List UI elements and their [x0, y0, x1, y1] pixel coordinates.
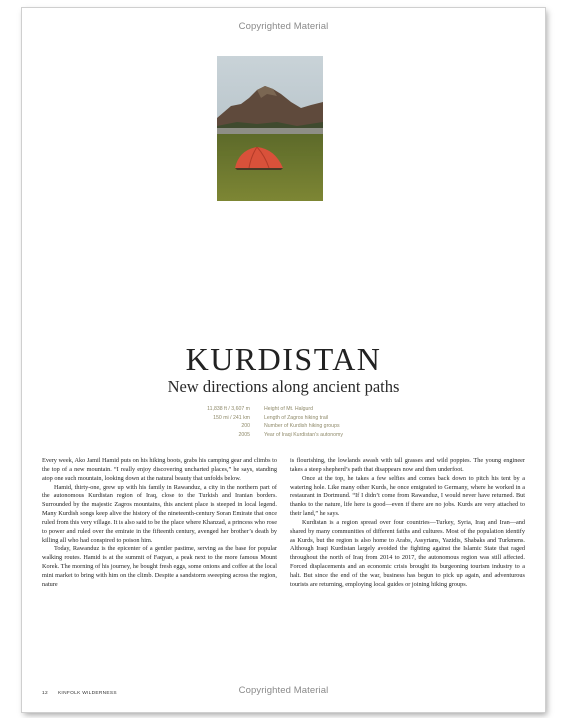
mountain-tent-photo — [217, 56, 323, 201]
body-paragraph: Today, Rawanduz is the epicenter of a gentler pastime, serving as the base for popular walking routes. Hamid is at the summit of Faqyan, a peak next to the more famous Mount Korek. The morning of his journey, he bought fresh eggs, some onions and coffee at the local mini market to bring with him on the climb. Despite a sandstorm sweeping across the region, nature — [42, 545, 277, 588]
stat-value: 2005 — [238, 431, 250, 438]
stat-value: 11,838 ft / 3,607 m — [207, 406, 250, 412]
stat-label: Number of Kurdish hiking groups — [264, 423, 340, 429]
body-paragraph: Every week, Ako Jamil Hamid puts on his hiking boots, grabs his camping gear and climbs to the top of a new mountain. “I really enjoy discovering uncharted places,” he says, standing atop one such mountain, looking down at the natural beauty that unfolds below. — [42, 457, 277, 482]
body-paragraph: Hamid, thirty-one, grew up with his family in Rawanduz, a city in the northern part of the autonomous Kurdistan region of Iraq, close to the Turkish and Iranian borders. Surrounded by the majestic Zagros mountains, this ancient place is steeped in local legend. Many Kurdish songs keep alive the history of the nineteenth-century Soran Emirate that once ruled from this very village. It is also said to be the place where Khanzad, a princess who rose to power and ruled over the emirate in the fifteenth century, avenged her brother’s death by killing all who had conspired to poison him. — [42, 483, 277, 544]
stat-label: Length of Zagros hiking trail — [264, 414, 329, 421]
body-paragraph: Once at the top, he takes a few selfies and comes back down to pitch his tent by a watering hole. Like many other Kurds, he once emigrated to Germany, where he worked in a restaurant in Dortmund. “If I didn’t come from Rawanduz, I would never have returned. But thanks to the nature, life here is good—even if there are no jobs. Kurds are very attached to their land,” he says. — [290, 474, 525, 518]
watermark-top: Copyrighted Material — [238, 21, 329, 32]
book-page — [22, 8, 545, 712]
stat-value: 200 — [241, 423, 250, 429]
stat-label: Year of Iraqi Kurdistan's autonomy — [264, 431, 343, 438]
body-paragraph: Kurdistan is a region spread over four countries—Turkey, Syria, Iraq and Iran—and shared by many communities of different faiths and cultures. Most of the population identify as Kurds, but the region is also home to Arabs, Assyrians, Yazidis, Shabaks and Turkmens. Although Iraqi Kurdistan largely avoided the fighting against the Islamic State that raged throughout the north of Iraq from 2014 to 2017, the autonomous region was still affected. Forced displacements and an economic crisis brought its burgeoning tourism industry to a halt. But since the end of the war, business has begun to pick up again, and adventurous tourists are returning, employing local guides or joining hiking groups. — [290, 518, 525, 588]
stats-box — [172, 405, 412, 439]
body-column-left — [42, 457, 277, 590]
page-number: 12 — [42, 691, 48, 696]
body-paragraph: is flourishing, the lowlands awash with tall grasses and wild poppies. The young engineer takes a steep shepherd’s path that disappears now and then underfoot. — [290, 457, 525, 473]
body-column-right — [290, 457, 525, 590]
article-title: KURDISTAN — [185, 341, 382, 377]
stat-row — [172, 405, 412, 414]
stat-label: Height of Mt. Halgurd — [264, 406, 314, 412]
photo-illustration — [217, 56, 323, 201]
publication-name: KINFOLK WILDERNESS — [57, 691, 117, 696]
watermark-bottom: Copyrighted Material — [238, 685, 329, 696]
stat-row — [172, 422, 412, 431]
article-subtitle: New directions along ancient paths — [167, 377, 400, 396]
stat-row — [172, 414, 412, 423]
stat-row — [172, 431, 412, 440]
stat-value: 150 mi / 241 km — [213, 414, 250, 421]
